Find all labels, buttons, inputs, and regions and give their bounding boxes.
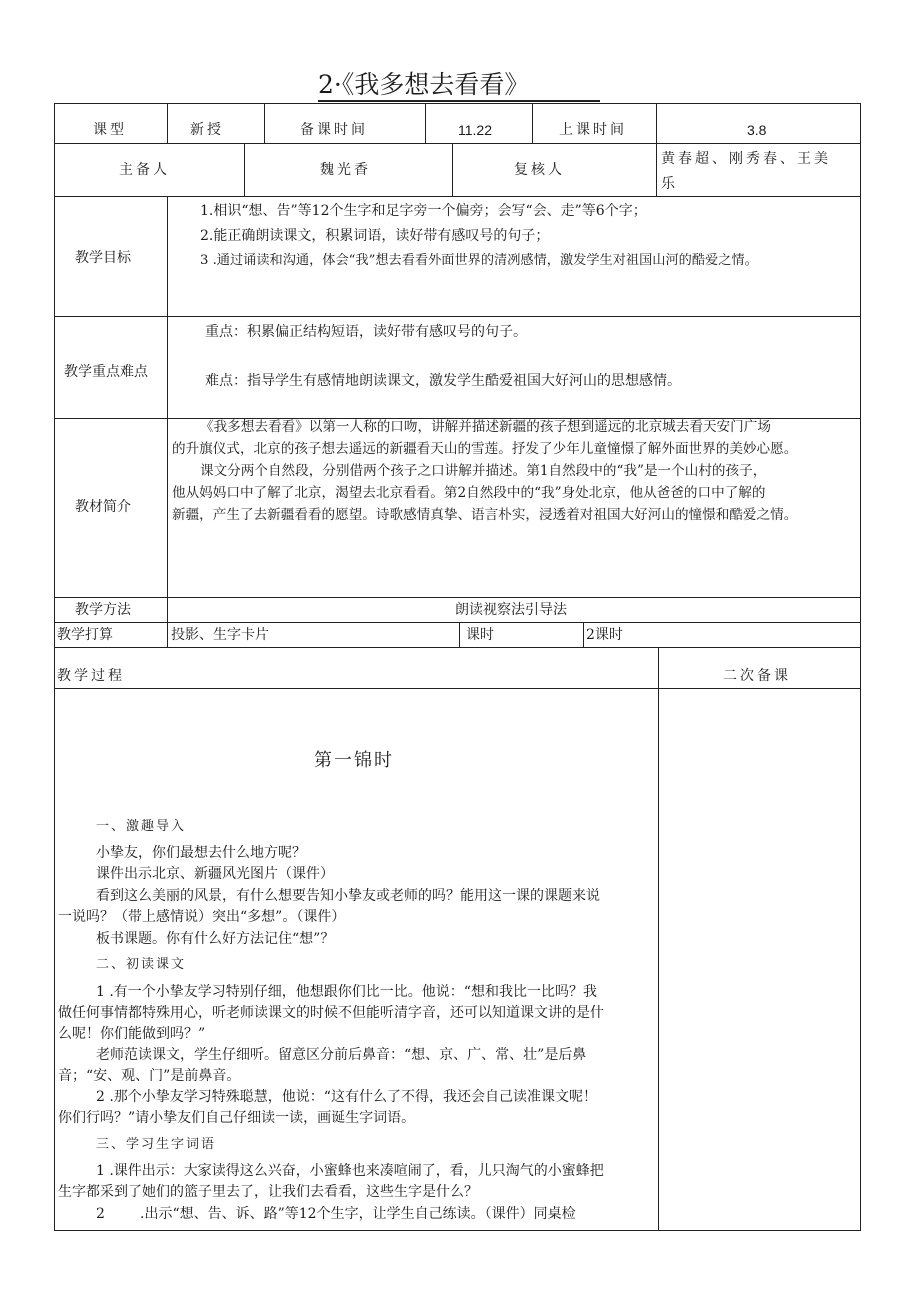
s1-line-3: 看到这么美丽的风景，有什么想要告知小挚友或老师的吗？能用这一课的课题来说	[96, 888, 600, 904]
hours-value: 2课时	[586, 627, 623, 643]
material-line-4: 他从妈妈口中了解了北京，渴望去北京看看。第2自然段中的“我”身处北京，他从爸爸的口中了解的	[172, 485, 766, 501]
material-line-3: 课文分两个自然段，分别借两个孩子之口讲解并描述。第1自然段中的“我”是一个山村的孩子，	[200, 463, 767, 479]
s2-line-3: 么呢！你们能做到吗？”	[58, 1026, 206, 1042]
s2-line-6: 2 .那个小挚友学习特殊聪慧，他说：“这有什么了不得，我还会自己读准课文呢！	[96, 1089, 597, 1105]
s2-line-4: 老师范读课文，学生仔细听。留意区分前后鼻音：“想、京、广、常、壮”是后鼻	[96, 1047, 587, 1063]
objective-item-1: 1.相识“想、告”等12个生字和足字旁一个偏旁；会写“会、走”等6个字；	[200, 203, 647, 219]
s2-line-2: 做任何事情都特殊用心，听老师读课文的时候不但能听清字音，还可以知道课文讲的是什	[58, 1005, 604, 1021]
material-line-5: 新疆，产生了去新疆看看的愿望。诗歌感情真挚、语言朴实，浸透着对祖国大好河山的憧憬和酷爱之情。	[172, 507, 798, 523]
s3-line-2: 生字都采到了她们的篮子里去了，让我们去看看，这些生字是什么？	[58, 1184, 478, 1200]
page-title: 2·《我多想去看看》	[318, 70, 600, 102]
objective-item-2: 2.能正确朗读课文，积累词语，读好带有感叹号的句子；	[200, 228, 550, 244]
main-preparer-value: 魏光香	[320, 162, 371, 178]
section-heading-2: 二、初读课文	[96, 957, 187, 972]
s3-line-3-number: 2	[96, 1206, 105, 1222]
section-heading-3: 三、学习生字词语	[96, 1137, 217, 1152]
hours-label: 课时	[466, 627, 494, 643]
class-time-label: 上课时间	[559, 122, 627, 138]
s3-line-1: 1 .课件出示：大家读得这么兴奋，小蜜蜂也来凑喧闹了，看，儿只淘气的小蜜蜂把	[96, 1163, 604, 1179]
objective-item-3: 3 .通过诵读和沟通，体会“我”想去看看外面世界的清冽感情，激发学生对祖国山河的酷爱之情。	[200, 253, 758, 268]
s2-line-1: 1 .有一个小挚友学习特别仔细，他想跟你们比一比。他说：“想和我比一比吗？我	[96, 984, 597, 1000]
prep-time-label: 备课时间	[300, 122, 368, 138]
s1-line-4: 一说吗？（带上感情说）突出“多想”。（课件）	[58, 909, 346, 925]
method-label: 教学方法	[75, 602, 131, 618]
process-label: 教学过程	[57, 668, 125, 684]
lesson-type-label: 课型	[93, 122, 127, 138]
s3-line-3: .出示“想、告、诉、路”等12个生字，让学生自己练读。（课件）同桌检	[140, 1206, 576, 1222]
s2-line-5: 音；“安、观、门”是前鼻音。	[58, 1068, 241, 1084]
material-line-2: 的升旗仪式，北京的孩子想去遥远的新疆看天山的雪莲。抒发了少年儿童憧憬了解外面世界的美妙心愿。	[172, 441, 798, 457]
second-prep-label: 二次备课	[723, 668, 791, 684]
reviewer-value-line1: 黄春超、刚秀春、王美	[661, 151, 831, 167]
section-heading-1: 一、激趣导入	[96, 819, 187, 834]
key-points-label: 教学重点难点	[64, 364, 148, 380]
key-difficulty: 难点：指导学生有感情地朗读课文，激发学生酷爱祖国大好河山的思想感情。	[205, 373, 681, 389]
method-value: 朗读视察法引导法	[455, 602, 567, 618]
s1-line-2: 课件出示北京、新疆风光图片（课件）	[96, 866, 334, 882]
s1-line-5: 板书课题。你有什么好方法记住“想”？	[96, 931, 335, 947]
lesson-type-value: 新授	[190, 122, 224, 138]
plan-label: 教学打算	[57, 627, 113, 643]
objectives-label: 教学目标	[75, 250, 131, 266]
reviewer-value-line2: 乐	[661, 176, 675, 192]
plan-value: 投影、生字卡片	[171, 627, 269, 643]
s2-line-7: 你们行吗？”请小挚友们自己仔细读一读，画诞生字词语。	[58, 1110, 416, 1126]
s1-line-1: 小挚友，你们最想去什么地方呢？	[96, 845, 306, 861]
material-line-1: 《我多想去看看》以第一人称的口吻，讲解并描述新疆的孩子想到遥远的北京城去看天安门广场	[200, 419, 771, 435]
key-focus: 重点：积累偏正结构短语，读好带有感叹号的句子。	[205, 324, 527, 340]
material-intro-label: 教材简介	[75, 499, 131, 515]
class-time-value: 3.8	[747, 122, 767, 138]
reviewer-label: 复核人	[514, 162, 565, 178]
prep-time-value: 11.22	[458, 122, 492, 138]
main-preparer-label: 主备人	[119, 162, 170, 178]
lesson-heading: 第一锦时	[314, 750, 394, 771]
